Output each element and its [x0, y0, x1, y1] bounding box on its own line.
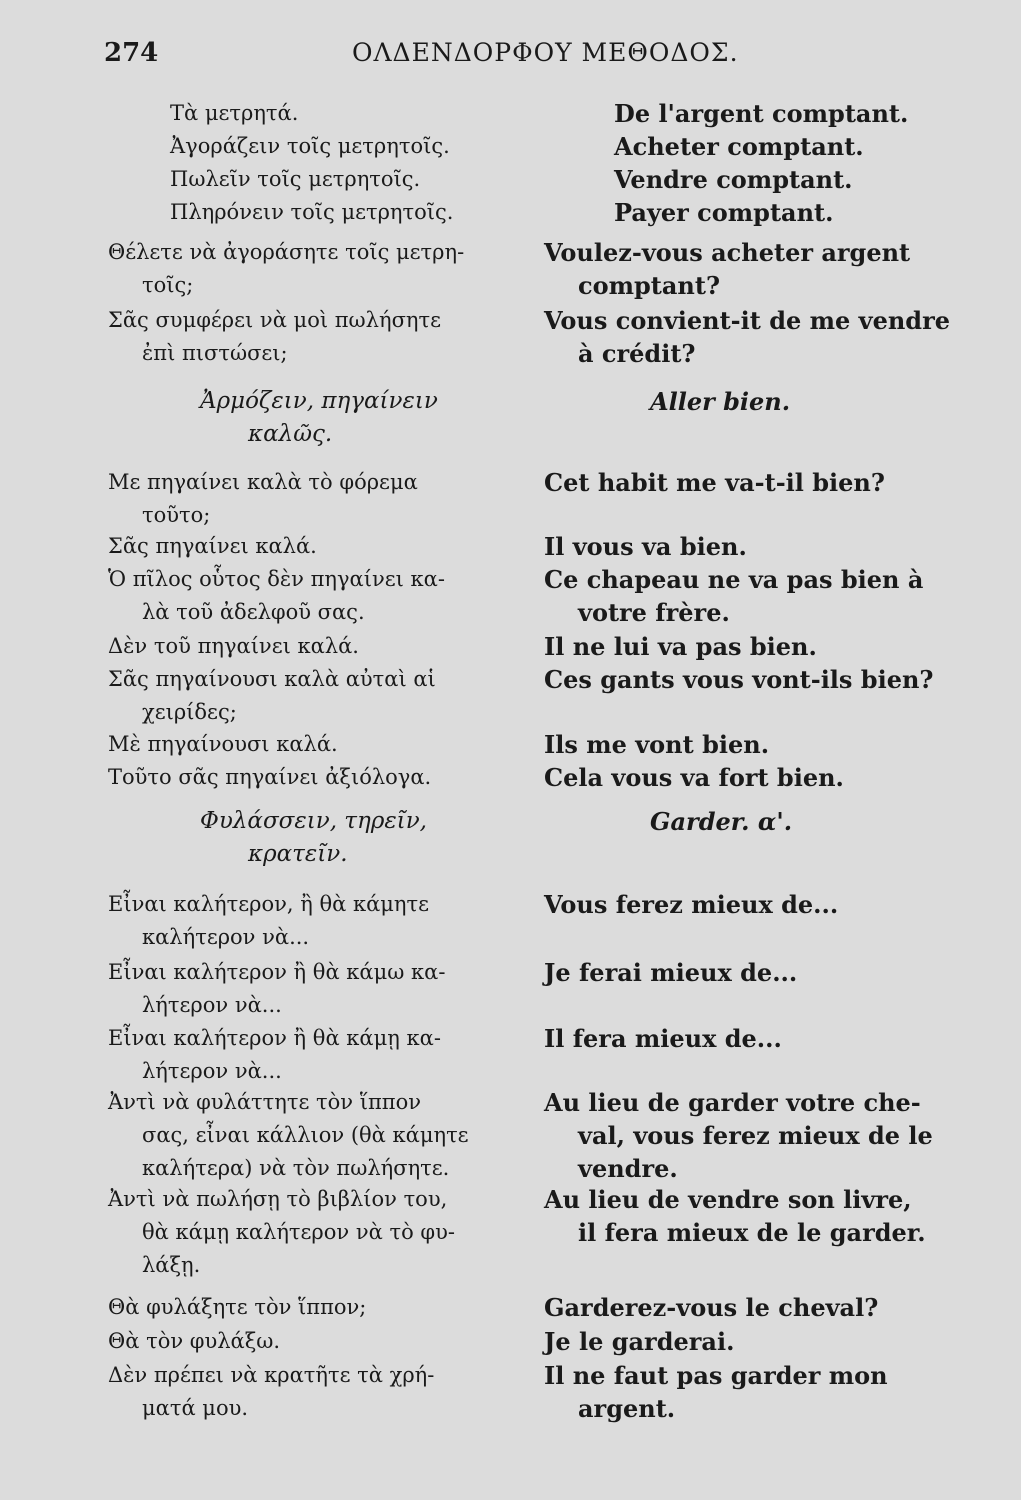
french-translation	[614, 97, 1021, 130]
section-heading-greek	[200, 805, 427, 871]
greek-phrase	[108, 236, 523, 302]
text-line: à crédit?	[578, 339, 696, 368]
greek-phrase	[108, 663, 523, 729]
text-line: Ils me vont bien.	[544, 730, 770, 759]
text-line: χειρίδες;	[142, 700, 237, 724]
page-number: 274	[104, 38, 159, 68]
text-line: θὰ κάμῃ καλήτερον νὰ τὸ φυ-	[142, 1220, 455, 1244]
greek-phrase	[108, 1022, 523, 1088]
text-line: Με πηγαίνει καλὰ τὸ φόρεμα	[108, 470, 418, 494]
greek-phrase	[108, 304, 523, 370]
greek-phrase	[108, 466, 523, 532]
greek-phrase	[108, 761, 523, 794]
text-line: Δὲν τοῦ πηγαίνει καλά.	[108, 634, 359, 658]
text-line: Payer comptant.	[614, 198, 834, 227]
text-line: λάξῃ.	[142, 1253, 201, 1277]
text-line: Σᾶς πηγαίνουσι καλὰ αὐταὶ αἱ	[108, 667, 436, 691]
text-line: il fera mieux de le garder.	[578, 1218, 926, 1247]
greek-phrase	[170, 196, 585, 229]
french-translation	[544, 530, 984, 563]
text-line: Δὲν πρέπει νὰ κρατῆτε τὰ χρή-	[108, 1363, 435, 1387]
text-line: λήτερον νὰ...	[142, 993, 282, 1017]
section-heading-greek	[200, 385, 438, 451]
french-translation	[544, 630, 984, 663]
greek-phrase	[108, 1183, 523, 1282]
text-line: Εἶναι καλήτερον, ἢ θὰ κάμητε	[108, 892, 430, 916]
heading-line: καλῶς.	[248, 421, 333, 447]
text-line: Ἀγοράζειν τοῖς μετρητοῖς.	[170, 134, 450, 158]
text-line: τοῦτο;	[142, 503, 211, 527]
text-line: Ἀντὶ νὰ πωλήσῃ τὸ βιβλίον του,	[108, 1187, 448, 1211]
text-line: Cet habit me va-t-il bien?	[544, 468, 885, 497]
text-line: Au lieu de vendre son livre,	[544, 1185, 912, 1214]
text-line: λὰ τοῦ ἀδελφοῦ σας.	[142, 600, 365, 624]
text-line: Σᾶς συμφέρει νὰ μοὶ πωλήσητε	[108, 308, 441, 332]
text-line: vendre.	[578, 1154, 678, 1183]
section-heading-french: Aller bien.	[650, 387, 791, 416]
french-translation	[544, 663, 984, 696]
french-translation	[544, 1086, 984, 1185]
text-line: De l'argent comptant.	[614, 99, 909, 128]
text-line: Σᾶς πηγαίνει καλά.	[108, 534, 317, 558]
greek-phrase	[108, 1359, 523, 1425]
text-line: Ce chapeau ne va pas bien à	[544, 565, 924, 594]
text-line: Πληρόνειν τοῖς μετρητοῖς.	[170, 200, 454, 224]
text-line: Vendre comptant.	[614, 165, 853, 194]
french-translation	[544, 1291, 984, 1324]
french-translation	[544, 563, 984, 629]
text-line: Cela vous va fort bien.	[544, 763, 844, 792]
text-line: Il ne lui va pas bien.	[544, 632, 817, 661]
running-title: ΟΛΔΕΝΔΟΡΦΟΥ ΜΕΘΟΔΟΣ.	[352, 38, 739, 67]
french-translation	[544, 236, 984, 302]
french-translation	[544, 1022, 984, 1055]
text-line: Voulez-vous acheter argent	[544, 238, 911, 267]
text-line: val, vous ferez mieux de le	[578, 1121, 933, 1150]
french-translation	[544, 466, 984, 499]
text-line: τοῖς;	[142, 273, 194, 297]
greek-phrase	[108, 530, 523, 563]
heading-line: κρατεῖν.	[248, 841, 348, 867]
text-line: Μὲ πηγαίνουσι καλά.	[108, 732, 338, 756]
greek-phrase	[170, 97, 585, 130]
french-translation	[544, 1359, 984, 1425]
text-line: σας, εἶναι κάλλιον (θὰ κάμητε	[142, 1123, 469, 1147]
greek-phrase	[170, 163, 585, 196]
text-line: ματά μου.	[142, 1396, 249, 1420]
heading-line: Φυλάσσειν, τηρεῖν,	[200, 808, 427, 834]
text-line: votre frère.	[578, 598, 730, 627]
french-translation	[544, 888, 984, 921]
french-translation	[614, 163, 1021, 196]
text-line: Vous ferez mieux de...	[544, 890, 839, 919]
text-line: καλήτερα) νὰ τὸν πωλήσητε.	[142, 1156, 450, 1180]
text-line: Il ne faut pas garder mon	[544, 1361, 888, 1390]
text-line: Εἶναι καλήτερον ἢ θὰ κάμω κα-	[108, 960, 446, 984]
greek-phrase	[108, 1325, 523, 1358]
greek-phrase	[108, 956, 523, 1022]
text-line: Il fera mieux de...	[544, 1024, 782, 1053]
text-line: Je le garderai.	[544, 1327, 735, 1356]
text-line: Ces gants vous vont-ils bien?	[544, 665, 934, 694]
text-line: Il vous va bien.	[544, 532, 747, 561]
text-line: Εἶναι καλήτερον ἢ θὰ κάμῃ κα-	[108, 1026, 441, 1050]
greek-phrase	[108, 1086, 523, 1185]
greek-phrase	[108, 563, 523, 629]
french-translation	[544, 728, 984, 761]
french-translation	[544, 761, 984, 794]
french-translation	[544, 1325, 984, 1358]
french-translation	[544, 1183, 984, 1249]
text-line: Ὁ πῖλος οὗτος δὲν πηγαίνει κα-	[108, 567, 445, 591]
text-line: Ἀντὶ νὰ φυλάττητε τὸν ἵππον	[108, 1090, 421, 1114]
text-line: Au lieu de garder votre che-	[544, 1088, 921, 1117]
text-line: Θὰ τὸν φυλάξω.	[108, 1329, 281, 1353]
greek-phrase	[170, 130, 585, 163]
text-line: Garderez-vous le cheval?	[544, 1293, 879, 1322]
text-line: Θέλετε νὰ ἀγοράσητε τοῖς μετρη-	[108, 240, 465, 264]
text-line: Vous convient-it de me vendre	[544, 306, 950, 335]
heading-line: Ἀρμόζειν, πηγαίνειν	[200, 388, 438, 414]
text-line: argent.	[578, 1394, 676, 1423]
text-line: Πωλεῖν τοῖς μετρητοῖς.	[170, 167, 421, 191]
greek-phrase	[108, 888, 523, 954]
french-translation	[614, 196, 1021, 229]
french-translation	[544, 956, 984, 989]
greek-phrase	[108, 1291, 523, 1324]
text-line: Τοῦτο σᾶς πηγαίνει ἀξιόλογα.	[108, 765, 432, 789]
text-line: Θὰ φυλάξητε τὸν ἵππον;	[108, 1295, 367, 1319]
text-line: λήτερον νὰ...	[142, 1059, 282, 1083]
text-line: ἐπὶ πιστώσει;	[142, 341, 288, 365]
greek-phrase	[108, 728, 523, 761]
text-line: Τὰ μετρητά.	[170, 101, 299, 125]
text-line: comptant?	[578, 271, 721, 300]
greek-phrase	[108, 630, 523, 663]
text-line: Je ferai mieux de...	[544, 958, 798, 987]
french-translation	[544, 304, 984, 370]
section-heading-french: Garder. α'.	[650, 807, 793, 836]
text-line: Acheter comptant.	[614, 132, 864, 161]
french-translation	[614, 130, 1021, 163]
text-line: καλήτερον νὰ...	[142, 925, 310, 949]
